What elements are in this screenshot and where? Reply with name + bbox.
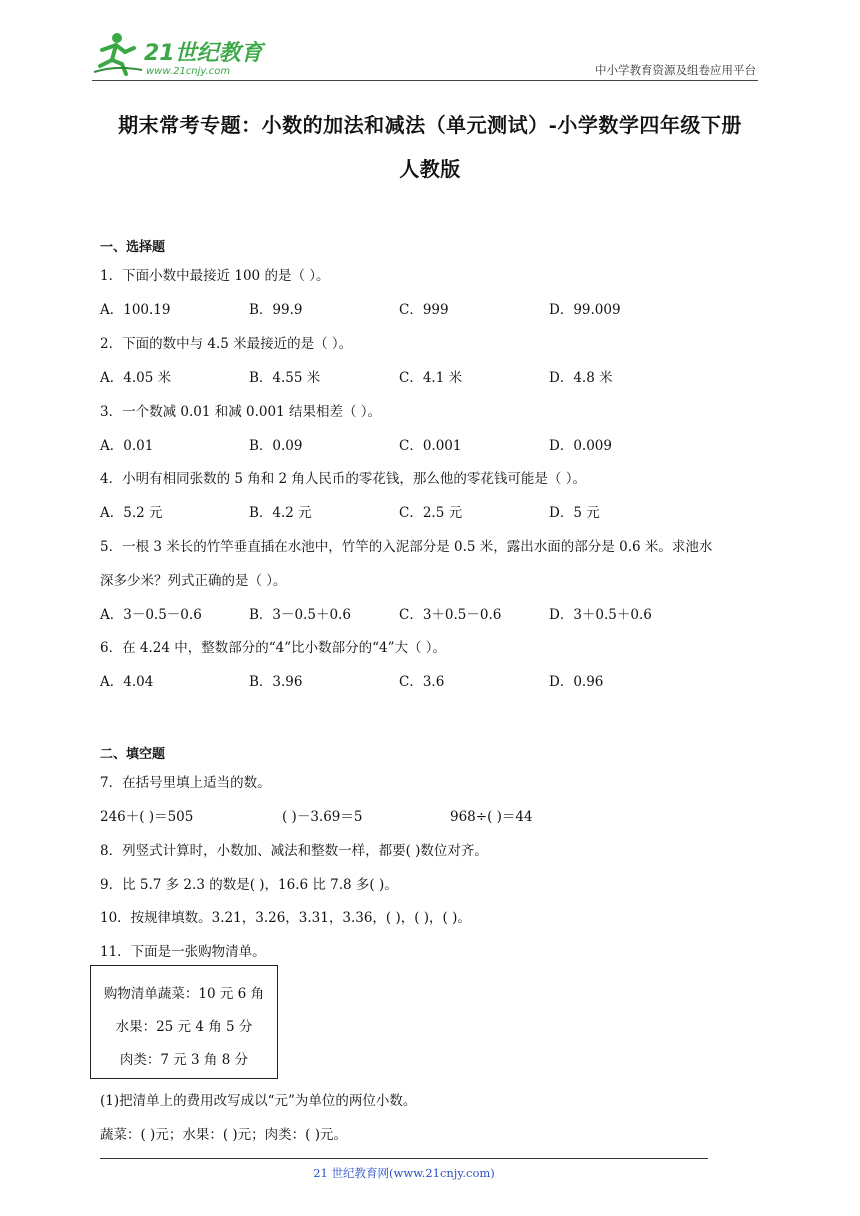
shopping-list-line-2: 水果：25 元 4 角 5 分 [115, 1019, 253, 1035]
q3-option-b: B．0.09 [249, 438, 303, 454]
q2-option-a: A．4.05 米 [100, 370, 172, 386]
shopping-list-line-1: 购物清单蔬菜：10 元 6 角 [103, 986, 265, 1002]
q1-option-b: B．99.9 [249, 302, 303, 318]
question-11: 11．下面是一张购物清单。 [100, 944, 266, 960]
header-platform-text: 中小学教育资源及组卷应用平台 [595, 63, 756, 77]
q6-option-a: A．4.04 [100, 674, 154, 690]
footer-link[interactable]: 21 世纪教育网(www.21cnjy.com) [313, 1166, 495, 1180]
q2-option-d: D．4.8 米 [549, 370, 613, 386]
question-9: 9．比 5.7 多 2.3 的数是( )，16.6 比 7.8 多( )。 [100, 877, 398, 893]
q6-option-b: B．3.96 [249, 674, 303, 690]
q1-option-c: C．999 [399, 302, 449, 318]
footer-divider [100, 1158, 708, 1159]
header-divider [92, 80, 758, 81]
question-8: 8．列竖式计算时，小数加、减法和整数一样，都要( )数位对齐。 [100, 843, 488, 859]
q7-blank-2: ( )－3.69＝5 [282, 809, 363, 825]
q2-option-c: C．4.1 米 [399, 370, 463, 386]
q5-option-d: D．3＋0.5＋0.6 [549, 607, 652, 623]
question-10: 10．按规律填数。3.21，3.26，3.31，3.36，( )，( )，( )。 [100, 910, 471, 926]
section-heading-choice: 一、选择题 [100, 240, 166, 255]
q3-option-a: A．0.01 [100, 438, 154, 454]
q3-option-c: C．0.001 [399, 438, 462, 454]
question-3: 3．一个数减 0.01 和减 0.001 结果相差（ ）。 [100, 404, 382, 420]
shopping-list-line-3: 肉类：7 元 3 角 8 分 [119, 1052, 249, 1068]
q4-option-d: D．5 元 [549, 505, 600, 521]
question-1: 1．下面小数中最接近 100 的是（ ）。 [100, 268, 330, 284]
page-title-line1: 期末常考专题：小数的加法和减法（单元测试）-小学数学四年级下册 [118, 113, 742, 137]
site-logo [92, 30, 267, 78]
shopping-list-box [90, 965, 278, 1079]
q4-option-b: B．4.2 元 [249, 505, 312, 521]
runner-logo-icon [92, 30, 267, 78]
q6-option-d: D．0.96 [549, 674, 604, 690]
logo-url: www.21cnjy.com [146, 66, 231, 77]
q1-option-d: D．99.009 [549, 302, 621, 318]
question-2: 2．下面的数中与 4.5 米最接近的是（ ）。 [100, 336, 353, 352]
q7-blank-1: 246＋( )＝505 [100, 809, 194, 825]
q4-option-a: A．5.2 元 [100, 505, 163, 521]
q2-option-b: B．4.55 米 [249, 370, 321, 386]
question-6: 6．在 4.24 中，整数部分的“4”比小数部分的“4”大（ ）。 [100, 640, 447, 656]
q1-option-a: A．100.19 [100, 302, 171, 318]
q6-option-c: C．3.6 [399, 674, 445, 690]
q5-option-a: A．3－0.5－0.6 [100, 607, 202, 623]
page-title-line2: 人教版 [399, 157, 461, 181]
logo-text: 21世纪教育 [144, 41, 263, 66]
question-7: 7．在括号里填上适当的数。 [100, 775, 271, 791]
section-heading-fill: 二、填空题 [100, 747, 166, 762]
q5-option-c: C．3＋0.5－0.6 [399, 607, 502, 623]
question-5: 5．一根 3 米长的竹竿垂直插在水池中，竹竿的入泥部分是 0.5 米，露出水面的部分是 0.6 米。求池水 [100, 539, 713, 555]
q4-option-c: C．2.5 元 [399, 505, 463, 521]
q7-blank-3: 968÷( )＝44 [450, 809, 533, 825]
question-11-part-1-answer: 蔬菜：( )元；水果：( )元；肉类：( )元。 [100, 1127, 347, 1143]
question-11-part-1: (1)把清单上的费用改写成以“元”为单位的两位小数。 [100, 1093, 417, 1109]
question-5-continued: 深多少米？列式正确的是（ ）。 [100, 573, 287, 589]
question-4: 4．小明有相同张数的 5 角和 2 角人民币的零花钱，那么他的零花钱可能是（ ）。 [100, 471, 586, 487]
q3-option-d: D．0.009 [549, 438, 612, 454]
q5-option-b: B．3－0.5＋0.6 [249, 607, 351, 623]
